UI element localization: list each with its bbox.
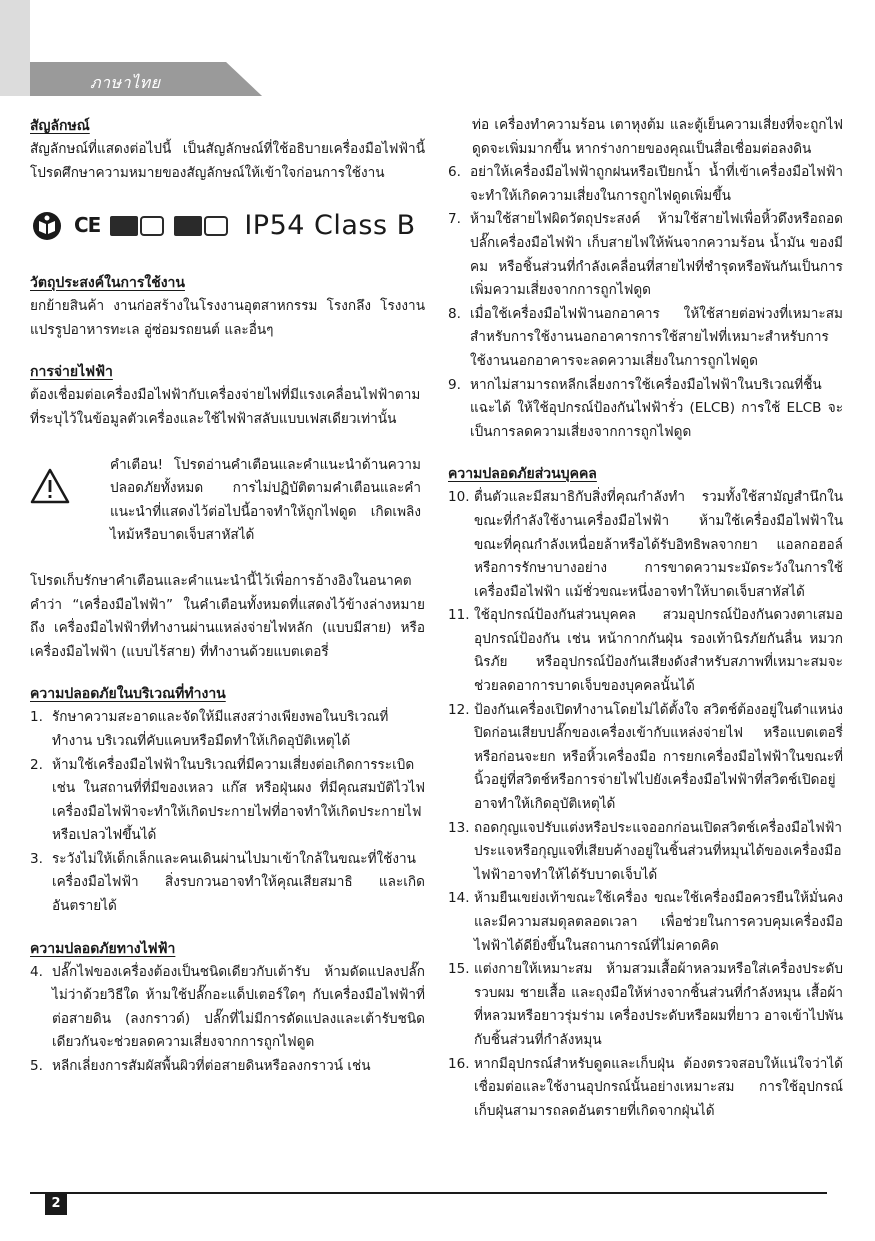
list-item: 12. ป้องกันเครื่องเปิดทำงานโดยไม่ได้ตั้งใจ สวิตช์ต้องอยู่ในตำแหน่งปิดก่อนเสียบปลั๊กของเครื่องเข้ากับแหล่งจ่ายไฟ หรือแบตเตอรี่ หรือก่อนจะยก หรือหิ้วเครื่องมือ การยกเครื่องมือไฟฟ้าในขณะที่นิ้วอยู่ที่สวิตช์หรือการจ่ายไฟไปยังเครื่องมือไฟฟ้าที่สวิตช์เปิดอยู่ อาจทำให้เกิดอุบัติเหตุได้: [448, 701, 843, 813]
warning-icon: [30, 454, 110, 548]
warning-block: [30, 454, 425, 548]
tuv-emc-icon: [174, 216, 228, 236]
list-item: 11. ใช้อุปกรณ์ป้องกันส่วนบุคคล สวมอุปกรณ์ป้องกันดวงตาเสมอ อุปกรณ์ป้องกัน เช่น หน้ากากกันฝุ่น รองเท้านิรภัยกันลื่น หมวกนิรภัย หรืออุปกรณ์ป้องกันเสียงดังสำหรับสภาพที่เหมาะสมจะช่วยลดอาการบาดเจ็บของบุคคลนั้นได้: [448, 607, 843, 695]
list-item: 14. ห้ามยืนเขย่งเท้าขณะใช้เครื่อง ขณะใช้เครื่องมือควรยืนให้มั่นคงและมีความสมดุลตลอดเวลา เพื่อช่วยในการควบคุมเครื่องมือไฟฟ้าได้ดียิ่งขึ้นในสถานการณ์ที่ไม่คาดคิด: [448, 890, 843, 954]
list-item: 8. เมื่อใช้เครื่องมือไฟฟ้านอกอาคาร ให้ใช้สายต่อพ่วงที่เหมาะสมสำหรับการใช้งานนอกอาคารการใช้สายไฟที่เหมาะสำหรับการใช้งานนอกอาคารจะลดความเสี่ยงในการถูกไฟดูด: [448, 305, 843, 369]
list-item: 7. ห้ามใช้สายไฟผิดวัตถุประสงค์ ห้ามใช้สายไฟเพื่อหิ้วดึงหรือถอดปลั๊กเครื่องมือไฟฟ้า เก็บสายไฟให้พ้นจากความร้อน น้ำมัน ของมีคม หรือชิ้นส่วนที่กำลังเคลื่อนที่สายไฟที่ชำรุดหรือพันกันเป็นการเพิ่มความเสี่ยงจากการถูกไฟดูด: [448, 211, 843, 299]
ce-mark-icon: CE: [74, 213, 101, 238]
continuation-text: ท่อ เครื่องทำความร้อน เตาหุงต้ม และตู้เย็นความเสี่ยงที่จะถูกไฟดูดจะเพิ่มมากขึ้น หากร่างกายของคุณเป็นสื่อเชื่อมต่อลงดิน: [472, 117, 843, 157]
list-item: 5. หลีกเลี่ยงการสัมผัสพื้นผิวที่ต่อสายดินหรือลงกราวน์ เช่น: [30, 1058, 371, 1075]
purpose-text: ยกย้ายสินค้า งานก่อสร้างในโรงงานอุตสาหกรรม โรงกลึง โรงงานแปรรูปอาหารทะเล อู่ซ่อมรถยนต์ และอื่นๆ: [30, 298, 425, 338]
personal-safety-list: [448, 486, 843, 1123]
list-item: 3. ระวังไม่ให้เด็กเล็กและคนเดินผ่านไปมาเข้าใกล้ในขณะที่ใช้งานเครื่องมือไฟฟ้า สิ่งรบกวนอาจทำให้คุณเสียสมาธิ และเกิดอันตรายได้: [30, 850, 425, 915]
symbols-row: [30, 191, 425, 261]
list-item: 1. รักษาความสะอาดและจัดให้มีแสงสว่างเพียงพอในบริเวณที่ทำงาน บริเวณที่คับแคบหรือมืดทำให้เกิดอุบัติเหตุได้: [30, 709, 389, 749]
language-label: ภาษาไทย: [90, 73, 161, 92]
electrical-heading: ความปลอดภัยทางไฟฟ้า: [30, 940, 176, 957]
read-manual-icon: [30, 211, 64, 241]
work-area-heading: ความปลอดภัยในบริเวณที่ทำงาน: [30, 686, 226, 703]
list-item: 2. ห้ามใช้เครื่องมือไฟฟ้าในบริเวณที่มีความเสี่ยงต่อเกิดการระเบิด เช่น ในสถานที่ที่มีของเหลว แก๊ส หรือฝุ่นผง ที่มีคุณสมบัติไวไฟเครื่องมือไฟฟ้าจะทำให้เกิดประกายไฟที่อาจทำให้เกิดประกายไฟหรือเปลวไฟขึ้นได้: [30, 756, 425, 844]
list-item: 10. ตื่นตัวและมีสมาธิกับสิ่งที่คุณกำลังทำ รวมทั้งใช้สามัญสำนึกในขณะที่กำลังใช้งานเครื่องมือไฟฟ้า ห้ามใช้เครื่องมือไฟฟ้าในขณะที่คุณกำลังเหนื่อยล้าหรือได้รับอิทธิพลจากยา แอลกอฮอล์ หรือการรักษาบางอย่าง การขาดความระมัดระวังในการใช้เครื่องมือไฟฟ้า แม้ชั่วขณะหนึ่งอาจทำให้บาดเจ็บสาหัสได้: [448, 489, 843, 600]
electrical-list: [30, 961, 425, 1079]
work-area-list: [30, 706, 425, 918]
footer-rule: [30, 1192, 827, 1194]
list-item: 13. ถอดกุญแจปรับแต่งหรือประแจออกก่อนเปิดสวิตช์เครื่องมือไฟฟ้า ประแจหรือกุญแจที่เสียบค้างอยู่ในชิ้นส่วนที่หมุนได้ของเครื่องมือไฟฟ้าอาจทำให้ได้รับบาดเจ็บได้: [448, 819, 842, 883]
tuv-gs-icon: [110, 216, 164, 236]
electrical-list-continued: [448, 161, 843, 444]
power-text: ต้องเชื่อมต่อเครื่องมือไฟฟ้ากับเครื่องจ่ายไฟที่มีแรงเคลื่อนไฟฟ้าตามที่ระบุไว้ในข้อมูลตัวเครื่องและใช้ไฟฟ้าสลับแบบเฟสเดียวเท่านั้น: [30, 387, 421, 427]
page-number: 2: [45, 1193, 67, 1215]
left-column: [30, 114, 425, 1079]
right-column: [448, 114, 843, 1123]
power-heading: การจ่ายไฟฟ้า: [30, 364, 113, 381]
list-item: 9. หากไม่สามารถหลีกเลี่ยงการใช้เครื่องมือไฟฟ้าในบริเวณที่ชื้นแฉะได้ ให้ใช้อุปกรณ์ป้องกันไฟฟ้ารั่ว (ELCB) การใช้ ELCB จะเป็นการลดความเสี่ยงจากการถูกไฟดูด: [448, 376, 843, 440]
language-header-bar: [0, 0, 262, 96]
ip-class-rating: IP54 Class B: [244, 210, 416, 242]
list-item: 6. อย่าให้เครื่องมือไฟฟ้าถูกฝนหรือเปียกน้ำ น้ำที่เข้าเครื่องมือไฟฟ้า จะทำให้เกิดความเสี่ยงในการถูกไฟดูดเพิ่มขึ้น: [448, 164, 843, 204]
purpose-heading: วัตถุประสงค์ในการใช้งาน: [30, 275, 185, 292]
list-item: 15. แต่งกายให้เหมาะสม ห้ามสวมเสื้อผ้าหลวมหรือใส่เครื่องประดับ รวบผม ชายเสื้อ และถุงมือให้ห่างจากชิ้นส่วนที่กำลังหมุน เสื้อผ้าที่หลวมหรือยาวรุ่มร่าม เครื่องประดับหรือผมที่ยาว อาจเข้าไปพันกับชิ้นส่วนที่กำลังหมุน: [448, 961, 843, 1048]
symbols-heading: สัญลักษณ์: [30, 118, 90, 134]
list-item: 16. หากมีอุปกรณ์สำหรับดูดและเก็บฝุ่น ต้องตรวจสอบให้แน่ใจว่าได้เชื่อมต่อและใช้งานอุปกรณ์นั้นอย่างเหมาะสม การใช้อุปกรณ์เก็บฝุ่นสามารถลดอันตรายที่เกิดจากฝุ่นได้: [448, 1055, 843, 1119]
personal-safety-heading: ความปลอดภัยส่วนบุคคล: [448, 466, 597, 483]
warning-text: คำเตือน! โปรดอ่านคำเตือนและคำแนะนำด้านความปลอดภัยทั้งหมด การไม่ปฏิบัติตามคำเตือนและคำแนะนำที่แสดงไว้ต่อไปนี้อาจทำให้ถูกไฟดูด เกิดเพลิงไหม้หรือบาดเจ็บสาหัสได้: [110, 456, 421, 544]
keep-instructions-text: โปรดเก็บรักษาคำเตือนและคำแนะนำนี้ไว้เพื่อการอ้างอิงในอนาคต คำว่า “เครื่องมือไฟฟ้า” ในคำเตือนทั้งหมดที่แสดงไว้ข้างล่างหมายถึง เครื่องมือไฟฟ้าที่ทำงานผ่านแหล่งจ่ายไฟหลัก (แบบมีสาย) หรือเครื่องมือไฟฟ้า (แบบไร้สาย) ที่ทำงานด้วยแบตเตอรี่: [30, 572, 425, 660]
symbols-text: สัญลักษณ์ที่แสดงต่อไปนี้ เป็นสัญลักษณ์ที่ใช้อธิบายเครื่องมือไฟฟ้านี้ โปรดศึกษาความหมายของสัญลักษณ์ให้เข้าใจก่อนการใช้งาน: [30, 141, 425, 181]
list-item: 4. ปลั๊กไฟของเครื่องต้องเป็นชนิดเดียวกับเต้ารับ ห้ามดัดแปลงปลั๊กไม่ว่าด้วยวิธีใด ห้ามใช้ปลั๊กอะแด็ปเตอร์ใดๆ กับเครื่องมือไฟฟ้าที่ต่อสายดิน (ลงกราวด์) ปลั๊กที่ไม่มีการดัดแปลงและเต้ารับชนิดเดียวกันจะช่วยลดความเสี่ยงจากการถูกไฟดูด: [30, 963, 425, 1051]
